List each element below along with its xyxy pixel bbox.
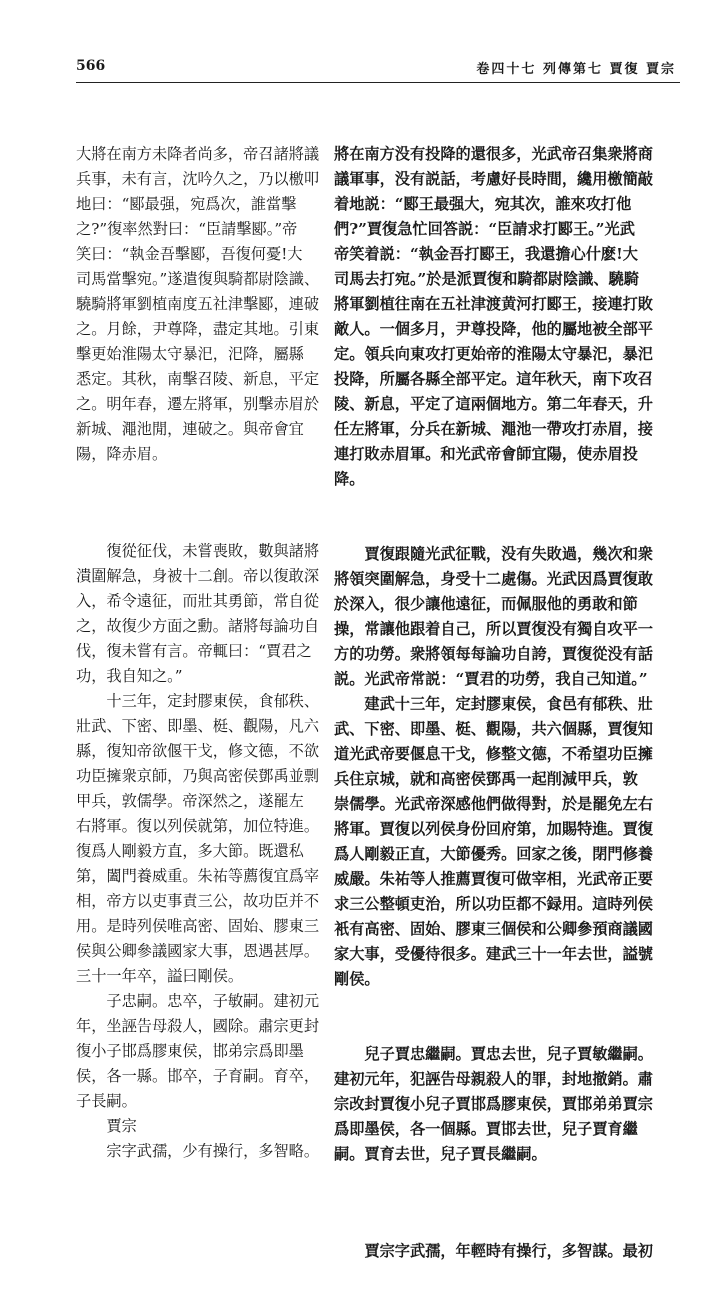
text-line: 三十一年卒，謚曰剛侯。 <box>76 967 244 985</box>
text-line: 功，我自知之。” <box>76 667 183 685</box>
translation-column <box>334 92 653 1289</box>
text-line: 建初元年，犯誣告母親殺人的罪，封地撤銷。肅 <box>334 1070 653 1088</box>
text-line: 將軍。賈復以列侯身份回府第，加賜特進。賈復 <box>334 820 653 838</box>
translation-paragraph-group <box>334 1042 653 1167</box>
text-line: 兵事，未有言，沈吟久之，乃以檄叩 <box>76 170 319 188</box>
text-line: 將領突圍解急，身受十二處傷。光武因爲賈復敢 <box>334 570 653 588</box>
text-line: 復小子邯爲膠東侯，邯弟宗爲即墨 <box>76 1042 304 1060</box>
translation-paragraph-group <box>334 1239 653 1264</box>
text-line: 將在南方没有投降的還很多，光武帝召集衆將商 <box>334 145 653 163</box>
text-line: 司馬去打宛。”於是派賈復和騎都尉陰識、驍騎 <box>334 270 639 288</box>
text-line: 大將在南方未降者尚多，帝召諸將議 <box>76 145 319 163</box>
text-line: 之?”復率然對曰：“臣請擊郾。”帝 <box>76 220 298 238</box>
text-line: 司馬當擊宛。”遂遣復與騎都尉陰識、 <box>76 270 320 288</box>
text-line: 連打敗赤眉軍。和光武帝會師宜陽，使赤眉投 <box>334 445 638 463</box>
text-line: 嗣。賈育去世，兒子賈長繼嗣。 <box>334 1145 547 1163</box>
text-line: 驍騎將軍劉植南度五社津擊郾，連破 <box>76 295 319 313</box>
text-line: 笑曰：“執金吾擊郾，吾復何憂!大 <box>76 245 303 263</box>
text-line: 宗字武孺，少有操行，多智略。 <box>76 1142 319 1160</box>
text-line: 敵人。一個多月，尹尊投降，他的屬地被全部平 <box>334 320 653 338</box>
text-line: 伐，復未嘗有言。帝輒曰：“賈君之 <box>76 642 312 660</box>
text-line: 求三公整頓吏治，所以功臣都不録用。這時列侯 <box>334 895 653 913</box>
text-line: 之，故復少方面之勳。諸將每論功自 <box>76 617 319 635</box>
text-line: 甲兵，敦儒學。帝深然之，遂罷左 <box>76 792 304 810</box>
text-line: 任左將軍，分兵在新城、澠池一帶攻打赤眉，接 <box>334 420 653 438</box>
translation-paragraph-group <box>334 142 653 492</box>
text-line: 定。領兵向東攻打更始帝的淮陽太守暴汜，暴汜 <box>334 345 653 363</box>
text-line: 方的功勞。衆將領每每論功自誇，賈復從没有話 <box>334 645 653 663</box>
text-line: 武、下密、即墨、梃、觀陽，共六個縣，賈復知 <box>334 720 653 738</box>
text-line: 崇儒學。光武帝深感他們做得對，於是罷免左右 <box>334 795 653 813</box>
text-line: 投降，所屬各縣全部平定。這年秋天，南下攻召 <box>334 370 653 388</box>
text-line: 擊更始淮陽太守暴汜，汜降，屬縣 <box>76 345 304 363</box>
text-line: 威嚴。朱祐等人推薦賈復可做宰相，光武帝正要 <box>334 870 653 888</box>
text-line: 復從征伐，未嘗喪敗，數與諸將 <box>76 542 319 560</box>
text-line: 們?”賈復急忙回答説：“臣請求打郾王。”光武 <box>334 220 635 238</box>
text-line: 道光武帝要偃息干戈，修整文德，不希望功臣擁 <box>334 745 653 763</box>
text-line: 右將軍。復以列侯就第，加位特進。 <box>76 817 319 835</box>
text-line: 縣，復知帝欲偃干戈，修文德，不欲 <box>76 742 319 760</box>
text-line: 潰圍解急，身被十二創。帝以復敢深 <box>76 567 319 585</box>
text-line: 賈宗字武孺，年輕時有操行，多智謀。最初 <box>334 1242 653 1260</box>
page-header <box>76 56 676 80</box>
text-line: 侯與公卿參議國家大事，恩遇甚厚。 <box>76 942 319 960</box>
text-line: 復爲人剛毅方直，多大節。既還私 <box>76 842 304 860</box>
text-line: 年，坐誣告母殺人，國除。肅宗更封 <box>76 1017 319 1035</box>
text-line: 地曰：“郾最强，宛爲次，誰當擊 <box>76 195 297 213</box>
text-line: 剛侯。 <box>334 970 380 988</box>
text-line: 操，常讓他跟着自己，所以賈復没有獨自攻平一 <box>334 620 653 638</box>
text-line: 第，闔門養威重。朱祐等薦復宜爲宰 <box>76 867 319 885</box>
text-line: 議軍事，没有説話，考慮好長時間，纔用檄簡敲 <box>334 170 653 188</box>
text-line: 於深入，很少讓他遠征，而佩服他的勇敢和節 <box>334 595 638 613</box>
text-line: 着地説：“郾王最强大，宛其次，誰來攻打他 <box>334 195 632 213</box>
text-line: 衹有高密、固始、膠東三個侯和公卿參預商議國 <box>334 920 653 938</box>
text-line: 入，希令遠征，而壯其勇節，常自從 <box>76 592 319 610</box>
page-number: 566 <box>76 58 106 74</box>
text-line: 爲即墨侯，各一個縣。賈邯去世，兒子賈育繼 <box>334 1120 638 1138</box>
text-line: 賈宗 <box>76 1117 137 1135</box>
running-head: 卷四十七 列傳第七 賈復 賈宗 <box>476 62 676 77</box>
text-line: 陵、新息，平定了這兩個地方。第二年春天，升 <box>334 395 653 413</box>
text-line: 爲人剛毅正直，大節優秀。回家之後，閉門修養 <box>334 845 653 863</box>
text-line: 悉定。其秋，南擊召陵、新息，平定 <box>76 370 319 388</box>
classical-paragraph-group <box>76 539 319 1164</box>
text-line: 家大事，受優待很多。建武三十一年去世，謚號 <box>334 945 653 963</box>
text-line: 壯武、下密、即墨、梃、觀陽，凡六 <box>76 717 319 735</box>
text-line: 將軍劉植往南在五社津渡黄河打郾王，接連打敗 <box>334 295 653 313</box>
text-line: 兒子賈忠繼嗣。賈忠去世，兒子賈敏繼嗣。 <box>334 1045 653 1063</box>
classical-text-column <box>76 92 319 1189</box>
text-line: 子忠嗣。忠卒，子敏嗣。建初元 <box>76 992 319 1010</box>
text-line: 之。月餘，尹尊降，盡定其地。引東 <box>76 320 319 338</box>
text-line: 建武十三年，定封膠東侯，食邑有郁秩、壯 <box>334 695 653 713</box>
text-line: 功臣擁衆京師，乃與高密侯鄧禹並剽 <box>76 767 319 785</box>
text-line: 子長嗣。 <box>76 1092 137 1110</box>
text-line: 帝笑着説：“執金吾打郾王，我還擔心什麽!大 <box>334 245 638 263</box>
text-line: 降。 <box>334 470 365 488</box>
text-line: 侯，各一縣。邯卒，子育嗣。育卒， <box>76 1067 319 1085</box>
header-rule <box>76 82 680 83</box>
classical-paragraph-group <box>76 142 319 467</box>
text-line: 十三年，定封膠東侯，食郁秩、 <box>76 692 319 710</box>
text-line: 説。光武帝常説：“賈君的功勞，我自己知道。” <box>334 670 648 688</box>
text-line: 新城、澠池閒，連破之。與帝會宜 <box>76 420 304 438</box>
text-line: 賈復跟隨光武征戰，没有失敗過，幾次和衆 <box>334 545 653 563</box>
text-line: 相，帝方以吏事責三公，故功臣并不 <box>76 892 319 910</box>
translation-paragraph-group <box>334 542 653 992</box>
text-line: 之。明年春，遷左將軍，别擊赤眉於 <box>76 395 319 413</box>
text-line: 兵住京城，就和高密侯鄧禹一起削減甲兵，敦 <box>334 770 638 788</box>
text-line: 陽，降赤眉。 <box>76 445 168 463</box>
text-line: 宗改封賈復小兒子賈邯爲膠東侯，賈邯弟弟賈宗 <box>334 1095 653 1113</box>
text-line: 用。是時列侯唯高密、固始、膠東三 <box>76 917 319 935</box>
